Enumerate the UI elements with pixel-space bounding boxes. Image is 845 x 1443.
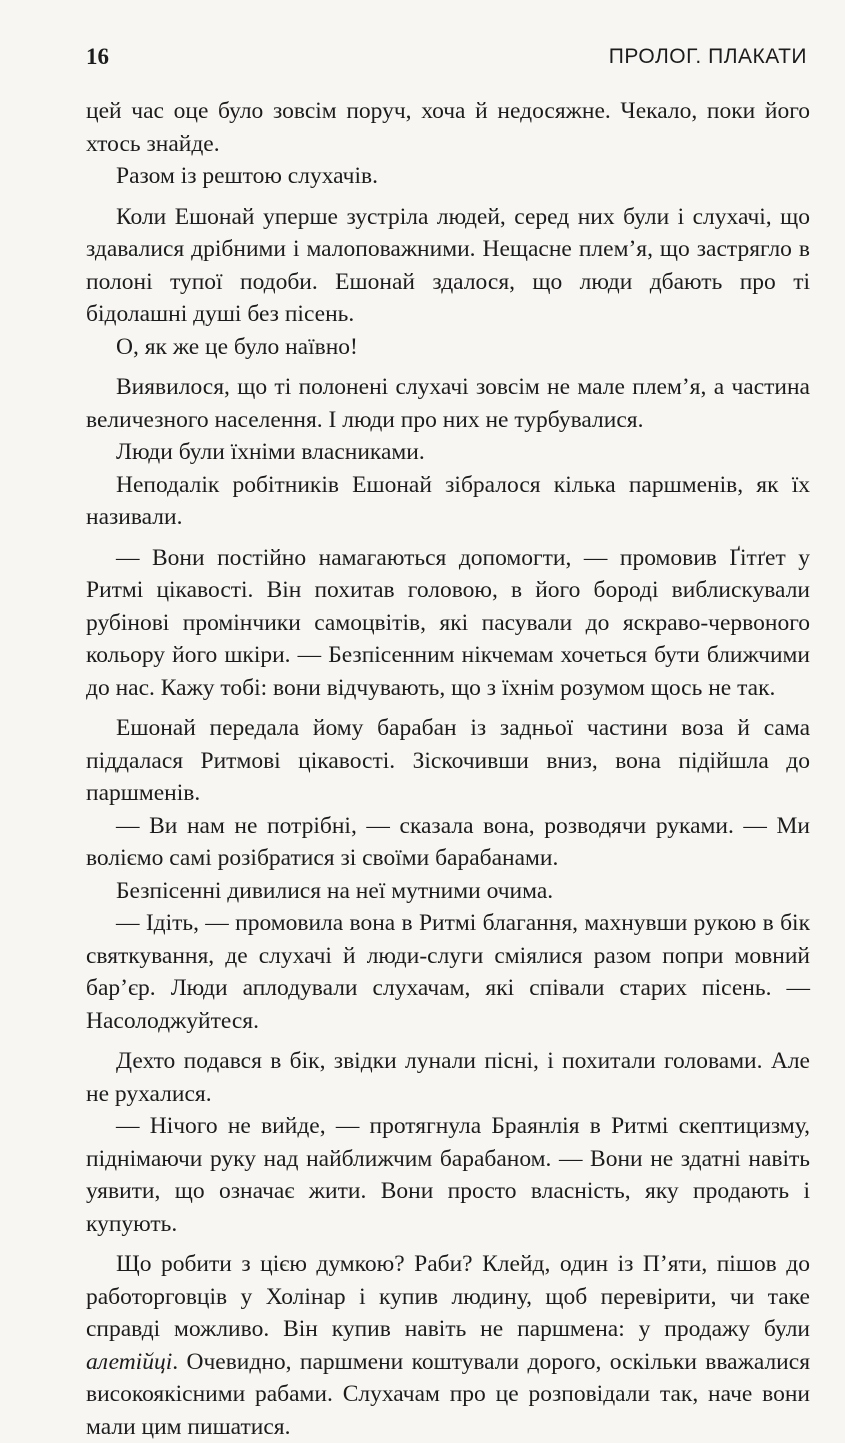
body-text [86, 95, 810, 1443]
page-number: 16 [86, 44, 109, 69]
paragraph: — Ідіть, — промовила вона в Ритмі благання, махнувши рукою в бік святкування, де слухачі й люди-слуги сміялися разом попри мовний бар’єр. Люди аплодували слухачам, які співали старих пісень. — Насолоджуйтеся. [86, 910, 810, 1034]
paragraph: Ешонай передала йому барабан із задньої частини воза й сама піддалася Ритмові цікавості. Зіскочивши вниз, вона підійшла до паршменів. [86, 715, 810, 806]
paragraph: О, як же це було наївно! [116, 333, 358, 360]
paragraph: — Нічого не вийде, — протягнула Браянлія в Ритмі скептицизму, піднімаючи руку над найближчим барабаном. — Вони не здатні навіть уявити, що означає жити. Вони просто власність, яку продають і купують. [86, 1113, 810, 1237]
paragraph: — Ви нам не потрібні, — сказала вона, розводячи руками. — Ми воліємо самі розібратися зі своїми барабанами. [86, 812, 810, 871]
paragraph: цей час оце було зовсім поруч, хоча й недосяжне. Чекало, поки його хтось знайде. [86, 98, 810, 157]
paragraph: Виявилося, що ті полонені слухачі зовсім не мале плем’я, а частина величезного населення. І люди про них не турбувалися. [86, 374, 810, 433]
section-title: ПРОЛОГ. ПЛАКАТИ [608, 45, 807, 68]
paragraph: Дехто подався в бік, звідки лунали пісні, і похитали головами. Але не рухалися. [86, 1048, 810, 1107]
paragraph: Коли Ешонай уперше зустріла людей, серед них були і слухачі, що здавалися дрібними і малоповажними. Нещасне плем’я, що застрягло в полоні тупої подоби. Ешонай здалося, що люди дбають про ті бідолашні душі без пісень. [86, 203, 810, 327]
paragraph: Безпісенні дивилися на неї мутними очима. [116, 877, 554, 904]
paragraph: Разом із рештою слухачів. [116, 163, 378, 189]
paragraph: Неподалік робітників Ешонай зібралося кілька паршменів, як їх називали. [86, 471, 810, 530]
running-head [86, 38, 807, 74]
paragraph [86, 1248, 810, 1443]
paragraph-text: . Очевидно, паршмени коштували дорого, оскільки вважалися високоякісними рабами. Слухачам про це розповідали так, наче вони мали цим пишатися. [86, 1348, 810, 1440]
paragraph: Люди були їхніми власниками. [116, 439, 425, 465]
paragraph: — Вони постійно намагаються допомогти, — промовив Ґітґет у Ритмі цікавості. Він похитав головою, в його бороді виблискували рубінові промінчики самоцвітів, які пасували до яскраво-червоного кольору його шкіри. — Безпісенним нікчемам хочеться бути ближчими до нас. Кажу тобі: вони відчувають, що з їхнім розумом щось не так. [86, 544, 810, 701]
paragraph-text: Що робити з цією думкою? Раби? Клейд, один із П’яти, пішов до работорговців у Холінар і купив людину, щоб перевірити, чи таке справді можливо. Він купив навіть не паршмена: у продажу були [86, 1251, 810, 1342]
italic-text: алетійці [86, 1348, 173, 1375]
